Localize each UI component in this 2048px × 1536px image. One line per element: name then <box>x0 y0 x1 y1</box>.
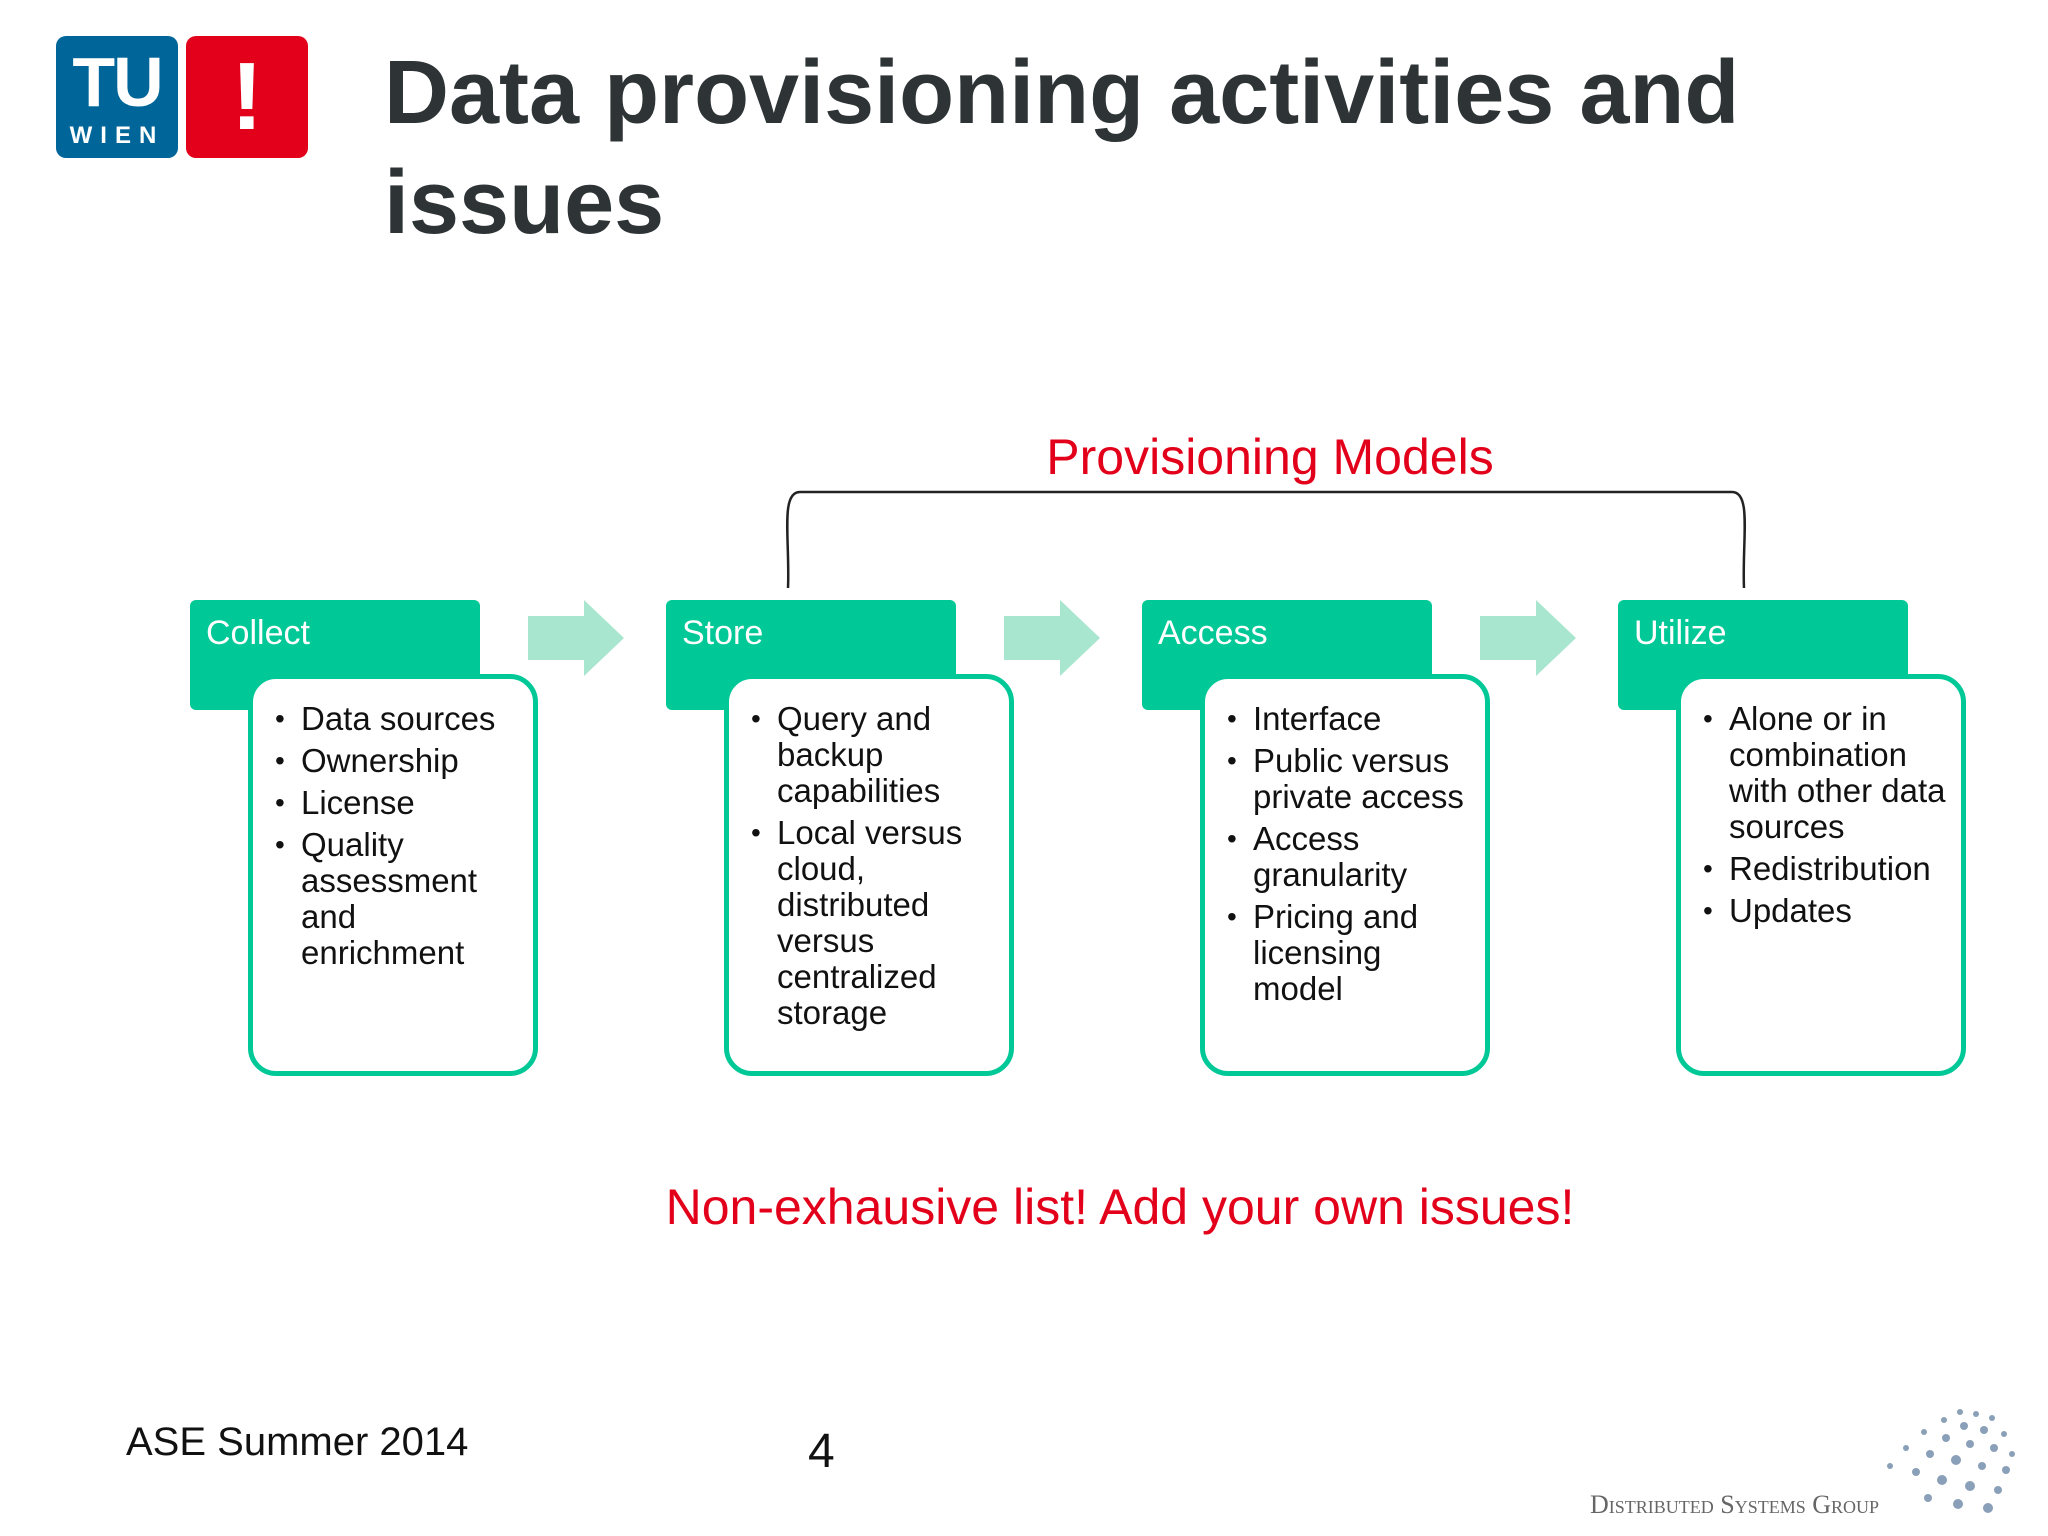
stage-issue-list <box>751 701 999 1031</box>
logo-wien-text: WIEN <box>69 122 165 149</box>
stage-issue-item: • Interface <box>1227 701 1475 737</box>
non-exhaustive-note: Non-exhausive list! Add your own issues! <box>665 1179 1575 1235</box>
tu-logo-block <box>56 36 178 158</box>
stage-body-access <box>1200 674 1490 1076</box>
slide-title: Data provisioning activities and issues <box>384 43 1740 253</box>
stage-header-collect: Collect <box>190 600 480 710</box>
stage-issue-item: • License <box>275 785 523 821</box>
page-number: 4 <box>808 1425 835 1478</box>
flow-arrow-icon <box>1004 600 1100 676</box>
stage-body-collect <box>248 674 538 1076</box>
dsg-logo-dots-icon <box>1880 1404 2020 1514</box>
stage-issue-item: • Redistribution <box>1703 851 1951 887</box>
stage-body-utilize <box>1676 674 1966 1076</box>
stage-header-access: Access <box>1142 600 1432 710</box>
stage-issue-list <box>1703 701 1951 929</box>
stage-issue-item: • Quality assessment and enrichment <box>275 827 523 971</box>
stage-issue-item: • Ownership <box>275 743 523 779</box>
stage-body-store <box>724 674 1014 1076</box>
stage-issue-item: • Query and backup capabilities <box>751 701 999 809</box>
stage-issue-list <box>275 701 523 971</box>
stage-issue-item: • Local versus cloud, distributed versus centralized storage <box>751 815 999 1031</box>
stage-issue-item: • Access granularity <box>1227 821 1475 893</box>
stage-issue-item: • Data sources <box>275 701 523 737</box>
logo-tu-text: TU <box>72 43 162 121</box>
stage-issue-item: • Pricing and licensing model <box>1227 899 1475 1007</box>
flow-arrow-icon <box>528 600 624 676</box>
stage-issue-item: • Alone or in combination with other data sources <box>1703 701 1951 845</box>
course-label: ASE Summer 2014 <box>126 1420 469 1464</box>
stage-header-utilize: Utilize <box>1618 600 1908 710</box>
group-name: Distributed Systems Group <box>1590 1490 1880 1519</box>
stage-header-store: Store <box>666 600 956 710</box>
stage-issue-list <box>1227 701 1475 1007</box>
provisioning-models-label: Provisioning Models <box>1046 429 1494 485</box>
tu-wien-logo <box>56 36 308 160</box>
stage-issue-item: • Public versus private access <box>1227 743 1475 815</box>
flow-arrow-icon <box>1480 600 1576 676</box>
logo-exclamation: ! <box>186 36 308 158</box>
provisioning-bracket <box>780 480 1760 600</box>
stage-issue-item: • Updates <box>1703 893 1951 929</box>
